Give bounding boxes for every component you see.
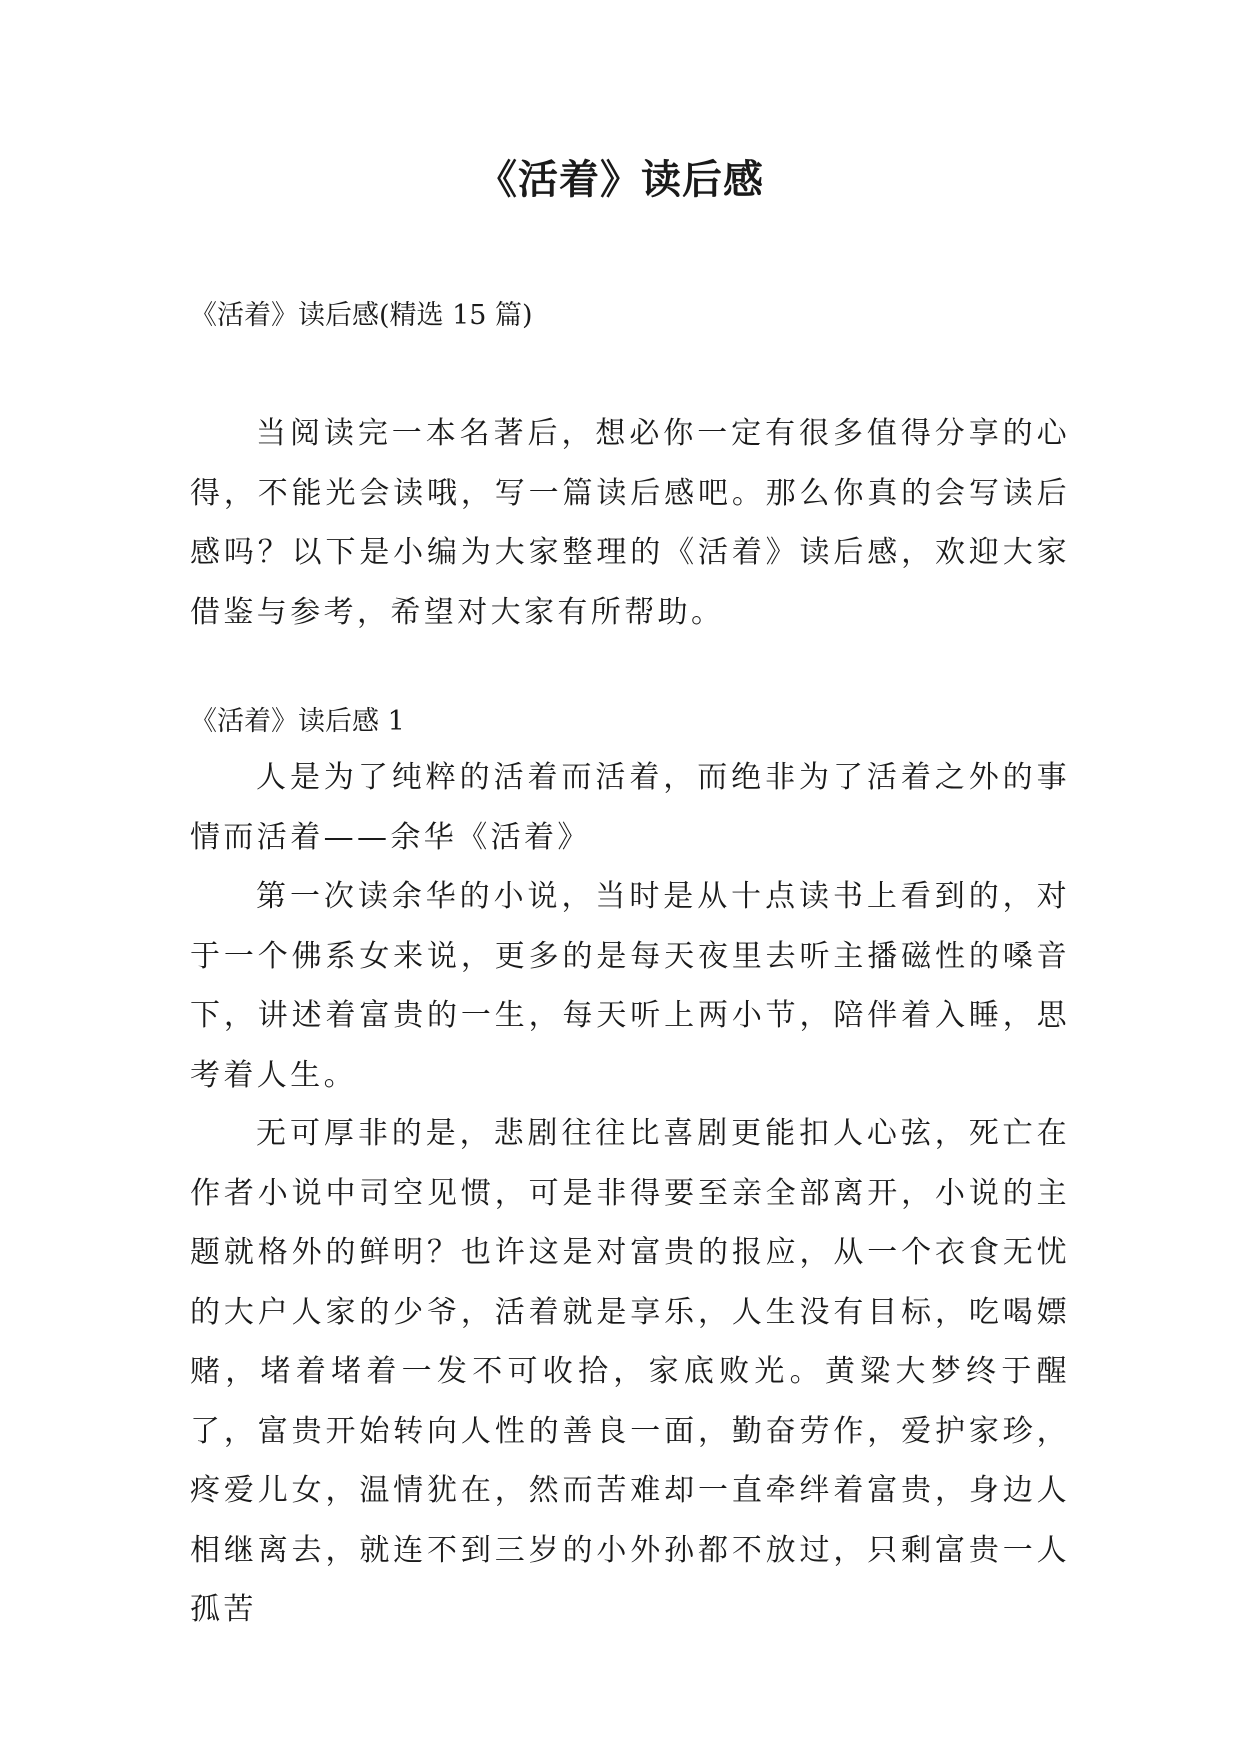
body-paragraph-quote: 人是为了纯粹的活着而活着，而绝非为了活着之外的事情而活着——余华《活着》 xyxy=(190,760,1070,855)
body-paragraph-tragedy: 无可厚非的是，悲剧往往比喜剧更能扣人心弦，死亡在作者小说中司空见惯，可是非得要至亲全部离开，小说的主题就格外的鲜明？也许这是对富贵的报应，从一个衣食无忧的大户人家的少爷，活着就是享乐，人生没有目标，吃喝嫖赌，堵着堵着一发不可收拾，家底败光。黄粱大梦终于醒了，富贵开始转向人性的善良一面，勤奋劳作，爱护家珍，疼爱儿女，温情犹在，然而苦难却一直牵绊着富贵，身边人相继离去，就连不到三岁的小外孙都不放过，只剩富贵一人孤苦 xyxy=(190,1116,1070,1627)
document-subtitle: 《活着》读后感(精选 15 篇) xyxy=(190,300,533,331)
body-paragraph-first-reading: 第一次读余华的小说，当时是从十点读书上看到的，对于一个佛系女来说，更多的是每天夜里去听主播磁性的嗓音下，讲述着富贵的一生，每天听上两小节，陪伴着入睡，思考着人生。 xyxy=(190,879,1070,1093)
document-title: 《活着》读后感 xyxy=(477,156,764,203)
section-heading: 《活着》读后感 1 xyxy=(190,706,405,737)
intro-paragraph: 当阅读完一本名著后，想必你一定有很多值得分享的心得，不能光会读哦，写一篇读后感吧。那么你真的会写读后感吗？以下是小编为大家整理的《活着》读后感，欢迎大家借鉴与参考，希望对大家有所帮助。 xyxy=(190,416,1070,630)
